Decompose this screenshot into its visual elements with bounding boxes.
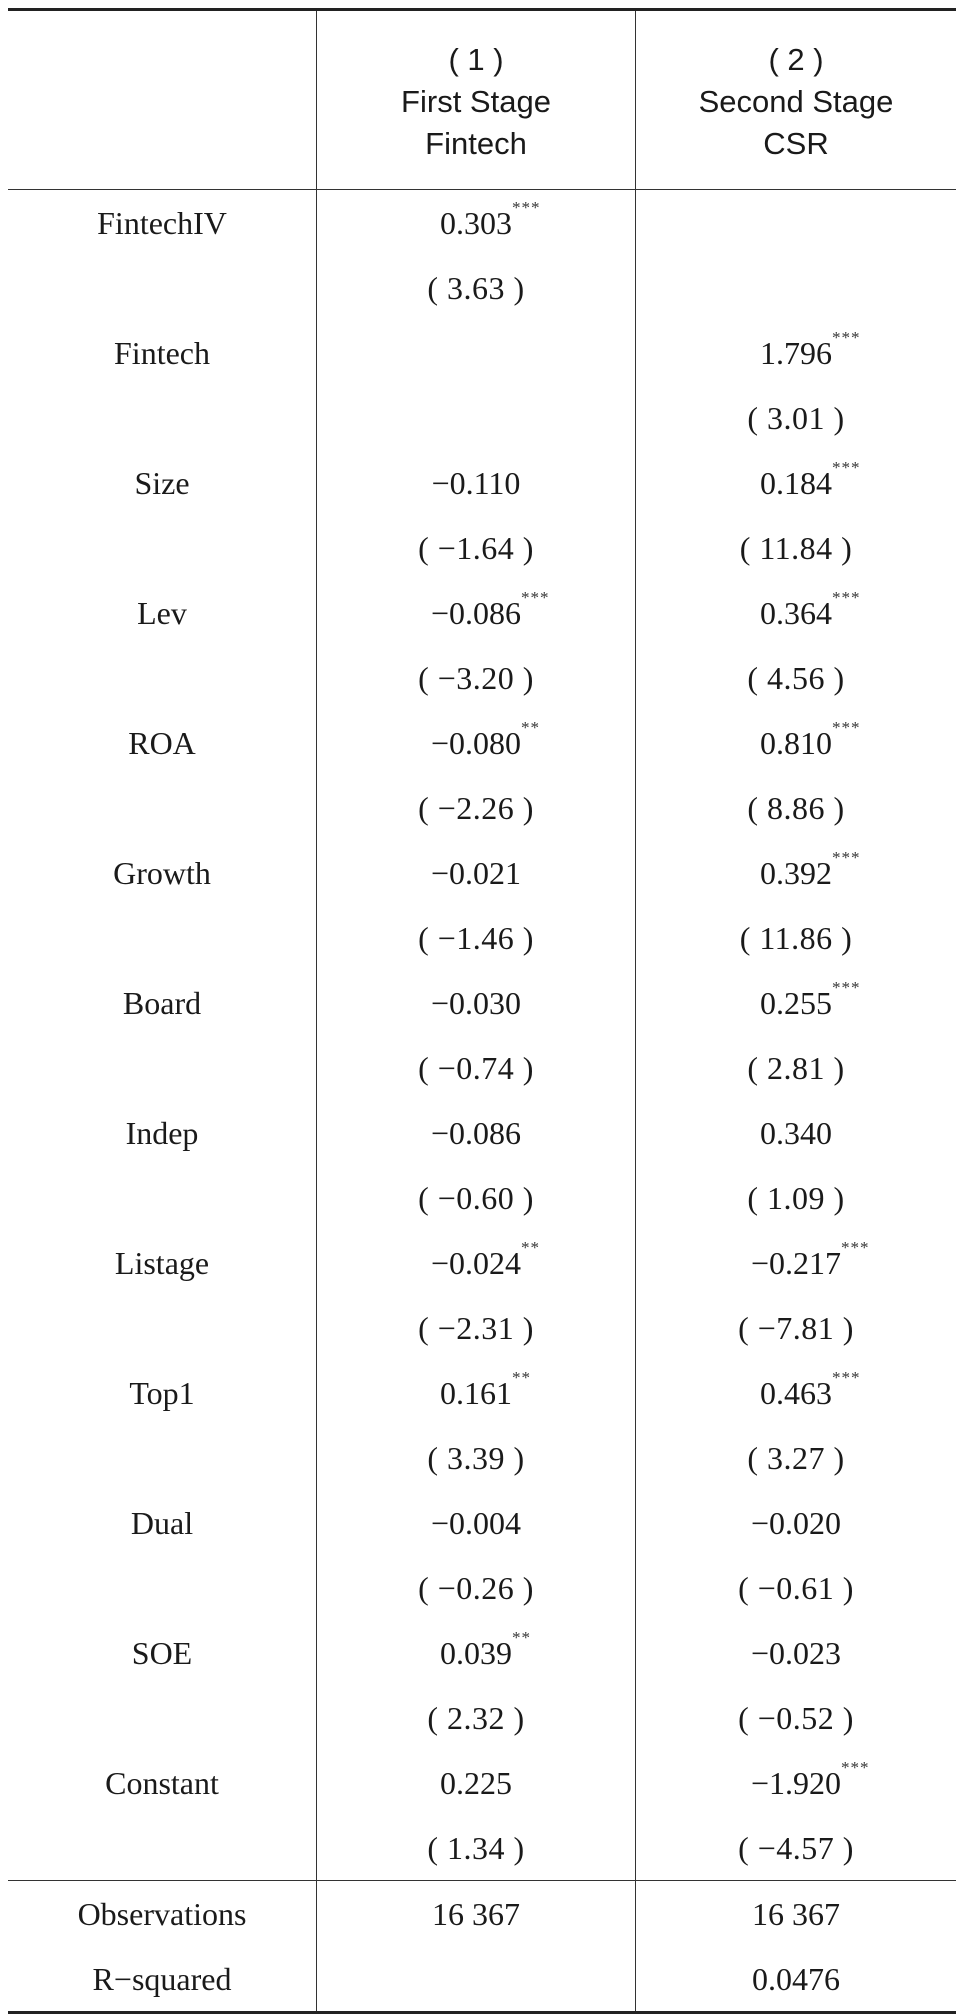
table-row-tstat — [8, 1685, 956, 1750]
column-1-number: ( 1 ) — [448, 42, 504, 77]
table-row-tstat — [8, 385, 956, 450]
column-1-tstat — [317, 385, 636, 450]
coefficient-value: −0.086 — [430, 595, 522, 631]
coefficient-value: −0.021 — [430, 855, 522, 891]
table-row — [8, 1750, 956, 1815]
column-2-tstat: ( −7.81 ) — [738, 1310, 854, 1346]
footer-label: R−squared — [8, 1946, 317, 2011]
column-2-tstat: ( −0.61 ) — [738, 1570, 854, 1606]
column-1-tstat: ( −0.60 ) — [317, 1165, 636, 1230]
column-1-coefficient — [440, 1765, 512, 1802]
significance-stars: *** — [832, 978, 861, 997]
column-2-coefficient-cell — [636, 970, 956, 1035]
table-header — [8, 11, 956, 190]
column-1-coefficient — [431, 1505, 521, 1542]
column-2-coefficient-cell — [636, 1750, 956, 1815]
column-1-coefficient — [440, 1368, 531, 1412]
significance-stars: *** — [832, 1368, 861, 1387]
variable-label — [8, 710, 317, 775]
column-1-tstat: ( −2.31 ) — [317, 1295, 636, 1360]
column-2-dependent-variable: CSR — [763, 126, 829, 161]
table-row-tstat — [8, 1425, 956, 1490]
significance-stars: ** — [521, 1238, 541, 1257]
variable-name: Dual — [130, 1505, 194, 1541]
table-row — [8, 1230, 956, 1295]
coefficient-value: −0.020 — [750, 1505, 842, 1541]
column-2-coefficient — [760, 718, 861, 762]
significance-stars: *** — [841, 1238, 870, 1257]
table-row-tstat — [8, 1295, 956, 1360]
column-2-coefficient — [750, 1238, 870, 1282]
blank-label-cell — [8, 1425, 317, 1490]
significance-stars: ** — [512, 1368, 531, 1387]
column-1-coefficient — [431, 985, 521, 1022]
column-2-coefficient-cell — [636, 190, 956, 255]
variable-label — [8, 580, 317, 645]
table-row-tstat — [8, 645, 956, 710]
table-footer — [8, 1880, 956, 2011]
variable-name: SOE — [131, 1635, 193, 1671]
column-1-coefficient-cell — [317, 840, 636, 905]
table-body — [8, 190, 956, 1880]
column-1-coefficient-cell — [317, 710, 636, 775]
variable-name: Growth — [113, 855, 211, 891]
column-2-coefficient — [760, 328, 861, 372]
column-1-coefficient-cell — [317, 1620, 636, 1685]
coefficient-value: −1.920 — [750, 1765, 842, 1801]
column-2-coefficient-cell — [636, 840, 956, 905]
table-row — [8, 580, 956, 645]
column-1-coefficient-cell — [317, 1100, 636, 1165]
coefficient-value: 0.810 — [760, 725, 832, 761]
column-2-coefficient — [760, 588, 861, 632]
blank-label-cell — [8, 255, 317, 320]
table-row-tstat — [8, 1035, 956, 1100]
table-row-tstat — [8, 775, 956, 840]
table-row — [8, 320, 956, 385]
coefficient-value: −0.024 — [430, 1245, 522, 1281]
footer-column-2-value: 0.0476 — [752, 1961, 840, 1997]
coefficient-value: 0.340 — [760, 1115, 832, 1151]
column-2-coefficient — [760, 1115, 832, 1152]
column-1-coefficient-cell — [317, 580, 636, 645]
column-2-coefficient-cell — [636, 1620, 956, 1685]
header-blank-cell — [8, 11, 317, 189]
column-2-number: ( 2 ) — [768, 42, 824, 77]
footer-column-1-value: 16 367 — [317, 1881, 636, 1946]
blank-label-cell — [8, 515, 317, 580]
column-1-tstat: ( −0.74 ) — [317, 1035, 636, 1100]
table-row — [8, 1620, 956, 1685]
coefficient-value: −0.080 — [430, 725, 522, 761]
column-1-coefficient-cell — [317, 1490, 636, 1555]
coefficient-value: 0.255 — [760, 985, 832, 1021]
coefficient-value: 0.184 — [760, 465, 832, 501]
table-row-tstat — [8, 255, 956, 320]
column-1-tstat: ( 1.34 ) — [317, 1815, 636, 1880]
column-1-coefficient-cell — [317, 320, 636, 385]
significance-stars: *** — [521, 588, 550, 607]
variable-name: Indep — [125, 1115, 199, 1151]
blank-label-cell — [8, 775, 317, 840]
column-2-coefficient — [760, 978, 861, 1022]
table-row — [8, 190, 956, 255]
column-2-coefficient — [751, 1505, 841, 1542]
column-2-coefficient-cell — [636, 1360, 956, 1425]
column-2-coefficient-cell — [636, 450, 956, 515]
column-1-coefficient — [431, 1115, 521, 1152]
significance-stars: *** — [832, 458, 861, 477]
column-1-stage: First Stage — [401, 84, 551, 119]
coefficient-value: −0.217 — [750, 1245, 842, 1281]
table-row-tstat — [8, 1165, 956, 1230]
column-1-tstat: ( 3.39 ) — [317, 1425, 636, 1490]
significance-stars: *** — [832, 328, 861, 347]
column-2-coefficient-cell — [636, 1230, 956, 1295]
column-2-coefficient — [760, 458, 861, 502]
blank-label-cell — [8, 1685, 317, 1750]
blank-label-cell — [8, 1165, 317, 1230]
blank-label-cell — [8, 1035, 317, 1100]
column-2-tstat: ( 11.86 ) — [739, 920, 853, 956]
column-1-tstat: ( −3.20 ) — [317, 645, 636, 710]
variable-label — [8, 1100, 317, 1165]
column-2-coefficient — [760, 848, 861, 892]
significance-stars: *** — [832, 848, 861, 867]
variable-label — [8, 190, 317, 255]
table-row — [8, 450, 956, 515]
column-1-coefficient — [430, 718, 541, 762]
significance-stars: *** — [512, 198, 541, 217]
coefficient-value: −0.004 — [430, 1505, 522, 1541]
column-1-dependent-variable: Fintech — [425, 126, 527, 161]
column-2-coefficient-cell — [636, 320, 956, 385]
column-1-coefficient-cell — [317, 190, 636, 255]
table-row — [8, 840, 956, 905]
variable-name: ROA — [128, 725, 196, 761]
coefficient-value: 0.392 — [760, 855, 832, 891]
header-column-1 — [317, 11, 636, 189]
column-2-tstat: ( 11.84 ) — [739, 530, 853, 566]
column-1-coefficient — [430, 588, 550, 632]
column-1-tstat: ( −2.26 ) — [317, 775, 636, 840]
coefficient-value: −0.023 — [750, 1635, 842, 1671]
significance-stars: ** — [521, 718, 541, 737]
variable-name: Listage — [114, 1245, 210, 1281]
variable-name: FintechIV — [97, 205, 227, 241]
column-1-coefficient — [440, 1628, 531, 1672]
coefficient-value: −0.086 — [430, 1115, 522, 1151]
column-1-coefficient-cell — [317, 1230, 636, 1295]
coefficient-value: 0.225 — [440, 1765, 512, 1801]
column-2-tstat: ( 3.01 ) — [747, 400, 845, 436]
variable-label — [8, 840, 317, 905]
coefficient-value: 0.463 — [760, 1375, 832, 1411]
variable-label — [8, 1750, 317, 1815]
column-2-tstat: ( 1.09 ) — [747, 1180, 845, 1216]
column-2-coefficient — [751, 1635, 841, 1672]
variable-name: Constant — [105, 1765, 219, 1801]
variable-name: Lev — [137, 595, 187, 631]
variable-name: Fintech — [114, 335, 210, 371]
footer-label: Observations — [8, 1881, 317, 1946]
coefficient-value: 0.303 — [440, 205, 512, 241]
column-1-coefficient-cell — [317, 450, 636, 515]
column-1-tstat: ( 3.63 ) — [317, 255, 636, 320]
table-row — [8, 1360, 956, 1425]
column-2-coefficient — [760, 1368, 861, 1412]
column-2-tstat: ( −0.52 ) — [738, 1700, 854, 1736]
significance-stars: *** — [841, 1758, 870, 1777]
variable-label — [8, 1620, 317, 1685]
blank-label-cell — [8, 1555, 317, 1620]
column-2-tstat: ( −4.57 ) — [738, 1830, 854, 1866]
column-1-coefficient — [440, 198, 541, 242]
header-column-2 — [636, 11, 956, 189]
table-row — [8, 1100, 956, 1165]
variable-name: Top1 — [129, 1375, 195, 1411]
significance-stars: *** — [832, 588, 861, 607]
column-1-tstat: ( −1.46 ) — [317, 905, 636, 970]
column-1-coefficient — [432, 465, 521, 502]
blank-label-cell — [8, 1295, 317, 1360]
coefficient-value: −0.110 — [431, 465, 521, 501]
column-2-coefficient-cell — [636, 1490, 956, 1555]
column-1-tstat: ( −0.26 ) — [317, 1555, 636, 1620]
table-row-tstat — [8, 515, 956, 580]
table-row-tstat — [8, 1555, 956, 1620]
column-2-coefficient-cell — [636, 710, 956, 775]
variable-label — [8, 1230, 317, 1295]
table-row — [8, 1490, 956, 1555]
column-1-coefficient — [430, 1238, 541, 1282]
coefficient-value: 1.796 — [760, 335, 832, 371]
variable-label — [8, 1490, 317, 1555]
variable-name: Size — [134, 465, 190, 501]
table-row — [8, 710, 956, 775]
footer-column-1-value — [317, 1946, 636, 2011]
table-row — [8, 970, 956, 1035]
regression-table — [8, 8, 956, 2014]
coefficient-value: 0.161 — [440, 1375, 512, 1411]
column-2-tstat: ( 8.86 ) — [747, 790, 845, 826]
blank-label-cell — [8, 905, 317, 970]
variable-label — [8, 1360, 317, 1425]
blank-label-cell — [8, 645, 317, 710]
column-1-coefficient-cell — [317, 1750, 636, 1815]
variable-label — [8, 320, 317, 385]
column-2-coefficient-cell — [636, 580, 956, 645]
column-1-coefficient-cell — [317, 970, 636, 1035]
coefficient-value: −0.030 — [430, 985, 522, 1021]
column-2-tstat: ( 4.56 ) — [747, 660, 845, 696]
blank-label-cell — [8, 1815, 317, 1880]
column-2-coefficient — [750, 1758, 870, 1802]
column-2-coefficient-cell — [636, 1100, 956, 1165]
variable-name: Board — [122, 985, 202, 1021]
column-2-tstat: ( 3.27 ) — [747, 1440, 845, 1476]
table-row-tstat — [8, 1815, 956, 1880]
significance-stars: ** — [512, 1628, 531, 1647]
column-1-coefficient — [431, 855, 521, 892]
footer-row — [8, 1881, 956, 1946]
footer-column-2-value: 16 367 — [752, 1896, 840, 1932]
column-2-stage: Second Stage — [698, 84, 894, 119]
blank-label-cell — [8, 385, 317, 450]
column-1-tstat: ( −1.64 ) — [317, 515, 636, 580]
coefficient-value: 0.364 — [760, 595, 832, 631]
column-2-tstat — [636, 255, 956, 320]
column-1-tstat: ( 2.32 ) — [317, 1685, 636, 1750]
column-2-tstat: ( 2.81 ) — [747, 1050, 845, 1086]
table-row-tstat — [8, 905, 956, 970]
variable-label — [8, 970, 317, 1035]
column-1-coefficient-cell — [317, 1360, 636, 1425]
coefficient-value: 0.039 — [440, 1635, 512, 1671]
footer-row — [8, 1946, 956, 2011]
variable-label — [8, 450, 317, 515]
significance-stars: *** — [832, 718, 861, 737]
